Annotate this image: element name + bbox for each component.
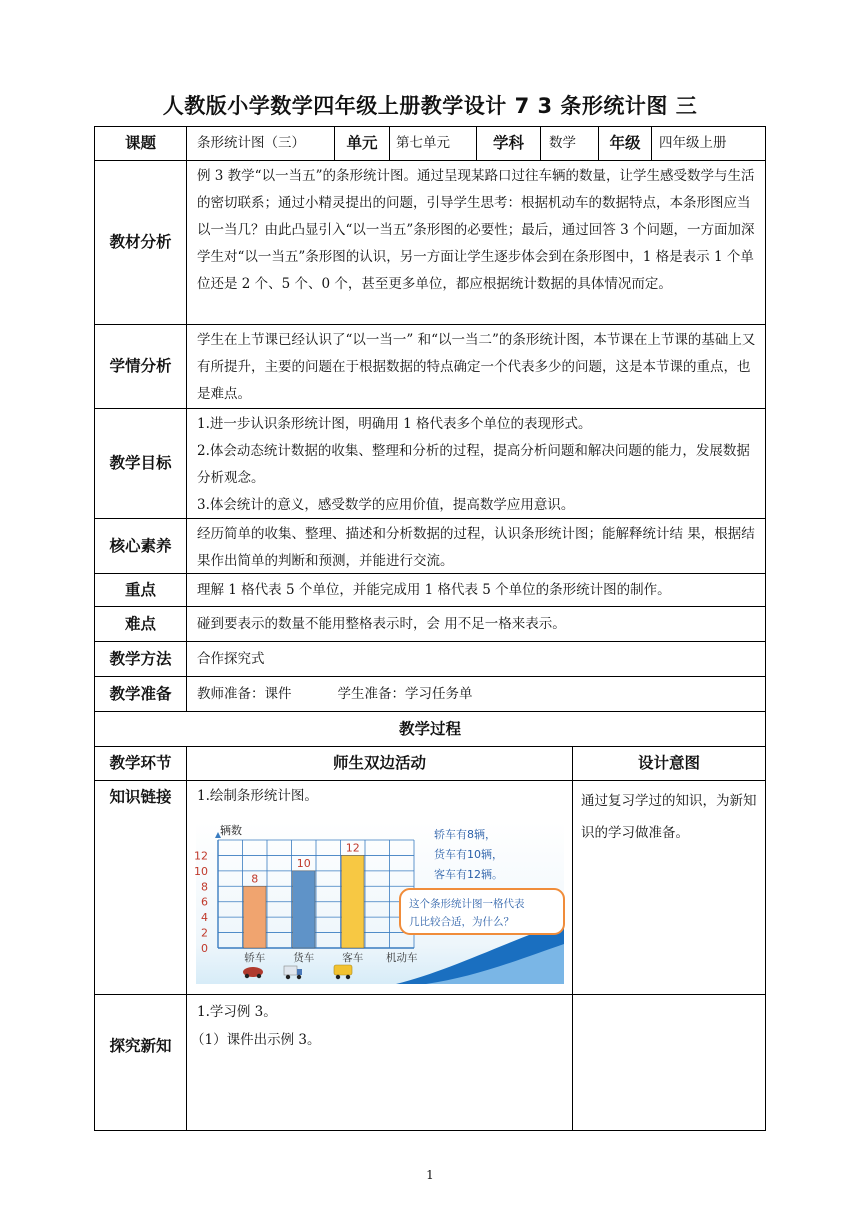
stage1-activity: 1.绘制条形统计图。: [197, 788, 318, 804]
goal-item: 1.进一步认识条形统计图，明确用 1 格代表多个单位的表现形式。: [197, 416, 592, 432]
students-label: 学情分析: [109, 357, 172, 375]
bar: [244, 886, 267, 948]
bar-data-label: 10: [296, 856, 311, 870]
y-tick-label: 8: [201, 880, 208, 894]
difficult-label: 难点: [124, 614, 156, 633]
difficult-text: 碰到要表示的数量不能用整格表示时，会 用不足一格来表示。: [197, 615, 566, 632]
method-text: 合作探究式: [197, 650, 265, 667]
speech-bubble-text: 几比较合适，为什么？: [409, 916, 514, 928]
students-paragraph: 学生在上节课已经认识了“以一当一” 和“以一当二”的条形统计图，本节课在上节课的基础上又有所提升，主要的问题在于根据数据的特点确定一个代表多少的问题，这是本节课的重点，也是难点。: [197, 332, 756, 402]
bar-data-label: 12: [345, 841, 360, 855]
y-tick-label: 0: [201, 942, 208, 955]
grade-value: 四年级上册: [659, 135, 727, 151]
y-tick-label: 2: [201, 926, 208, 940]
chart-note: 客车有12辆。: [434, 868, 503, 881]
category-label: 客车: [342, 952, 364, 964]
category-label: 货车: [293, 952, 315, 964]
bar: [293, 871, 316, 948]
col-intent: 设计意图: [637, 754, 700, 772]
prep-student: 学生准备：学习任务单: [337, 685, 473, 702]
material-paragraph: 例 3 教学“以一当五”的条形统计图。通过呈现某路口过往车辆的数量，让学生感受数学与生活的密切联系；通过小精灵提出的问题，引导学生思考：根据机动车的数据特点，本条形图应当以一当几？由此凸显引入“以一当五”条形图的必要性；最后，通过回答 3 个问题，一方面加深学生对“以一当五”条形图的认识，另一方面让学生逐步体会到在条形图中，1 格是表示 1 个单位还是 2 个、5 个、0 个，甚至更多单位，都应根据统计数据的具体情况而定。: [197, 168, 755, 292]
chart-y-axis-label: 辆数: [220, 824, 242, 837]
category-label: 轿车: [244, 952, 266, 964]
category-label: 机动车: [386, 952, 418, 964]
goal-item: 2.体会动态统计数据的收集、整理和分析的过程，提高分析问题和解决问题的能力，发展数据分析观念。: [197, 443, 750, 486]
speech-bubble-text: 这个条形统计图一格代表: [409, 898, 525, 910]
core-text: [187, 519, 765, 573]
chart-note: 货车有10辆，: [434, 848, 503, 861]
stage2-line2: （1）课件出示例 3。: [191, 1031, 321, 1048]
document-title: 人教版小学数学四年级上册教学设计 7 3 条形统计图 三: [162, 94, 698, 118]
col-stage: 教学环节: [109, 754, 172, 772]
prep-teacher: 教师准备：课件: [197, 685, 292, 702]
core-label: 核心素养: [109, 536, 172, 555]
process-title: 教学过程: [398, 719, 461, 738]
topic-value: 条形统计图（三）: [197, 135, 305, 151]
material-label: 教材分析: [109, 233, 172, 251]
grade-label: 年级: [609, 134, 641, 152]
prep-text: [187, 677, 765, 711]
stage1-intent-text: 通过复习学过的知识，为新知识的学习做准备。: [581, 793, 757, 841]
y-tick-label: 4: [201, 911, 208, 925]
core-paragraph: 经历简单的收集、整理、描述和分析数据的过程，认识条形统计图；能解释统计结 果，根据结果作出简单的判断和预测，并能进行交流。: [197, 526, 755, 569]
y-tick-label: 6: [201, 895, 208, 909]
unit-value: 第七单元: [396, 135, 450, 151]
stage1-label: 知识链接: [109, 788, 172, 806]
page-number: 1: [426, 1168, 434, 1182]
y-tick-label: 10: [194, 864, 208, 878]
goals-list: [187, 409, 765, 518]
chart-note: 轿车有8辆，: [434, 828, 496, 841]
stage2-line1: 1.学习例 3。: [197, 1003, 277, 1020]
stage2-label: 探究新知: [109, 1036, 172, 1055]
unit-label: 单元: [346, 134, 378, 152]
subject-label: 学科: [492, 134, 524, 152]
bar-data-label: 8: [251, 872, 259, 886]
subject-value: 数学: [549, 135, 576, 151]
bar-chart: [196, 822, 564, 984]
col-activity: 师生双边活动: [332, 754, 426, 772]
y-tick-label: 12: [194, 849, 208, 863]
method-label: 教学方法: [109, 649, 172, 668]
topic-label: 课题: [124, 134, 156, 152]
students-text: [187, 325, 765, 408]
key-text: 理解 1 格代表 5 个单位，并能完成用 1 格代表 5 个单位的条形统计图的制作。: [197, 581, 671, 598]
goal-item: 3.体会统计的意义，感受数学的应用价值，提高数学应用意识。: [197, 497, 575, 513]
material-text: [187, 161, 765, 324]
key-label: 重点: [124, 580, 156, 599]
bar: [342, 855, 365, 948]
prep-label: 教学准备: [109, 684, 172, 703]
goals-label: 教学目标: [109, 454, 172, 472]
car-icon: [243, 967, 263, 978]
stage1-intent: [573, 783, 765, 853]
